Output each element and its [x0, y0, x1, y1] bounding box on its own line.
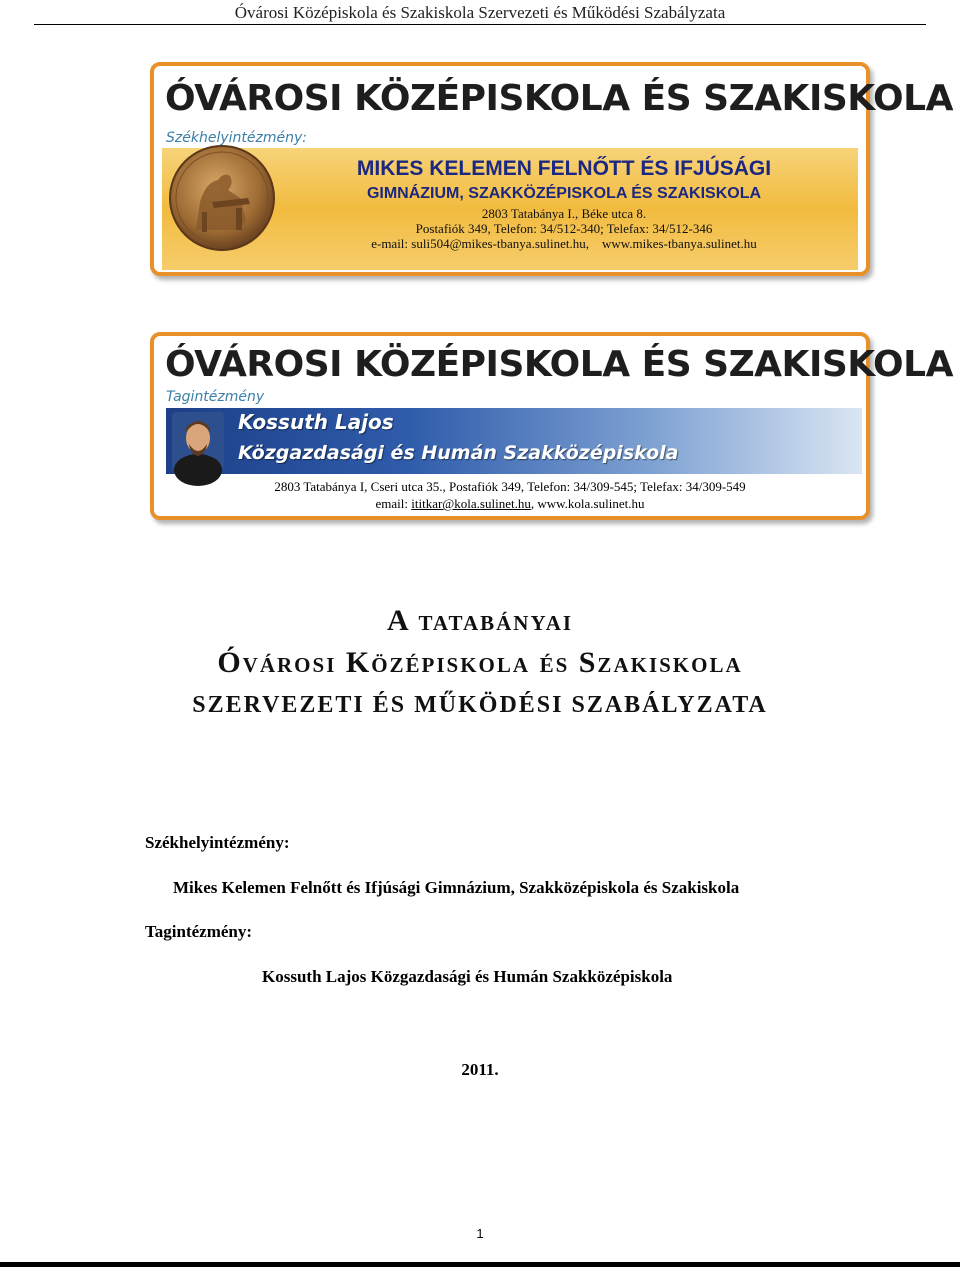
member-institution-banner — [150, 332, 953, 520]
main-institution-phone: Postafiók 349, Telefon: 34/512-340; Telefax: 34/512-346 — [415, 221, 713, 236]
document-title-line-1: A tatabányai — [386, 604, 574, 637]
document-year: 2011. — [461, 1060, 499, 1079]
banner-blue-panel — [166, 408, 862, 474]
banner-member-subtitle: Tagintézmény — [166, 389, 265, 405]
member-email-link[interactable]: ititkar@kola.sulinet.hu — [411, 496, 531, 511]
page-number: 1 — [476, 1226, 484, 1241]
member-institution-full-name: Kossuth Lajos Közgazdasági és Humán Szakközépiskola — [262, 967, 673, 986]
running-header — [34, 0, 926, 25]
page-bottom-rule — [0, 1262, 960, 1267]
member-institution-label: Tagintézmény: — [145, 922, 253, 941]
main-institution-label: Székhelyintézmény: — [145, 833, 290, 852]
member-email-label: email: — [375, 496, 412, 511]
main-institution-address: 2803 Tatabánya I., Béke utca 8. — [481, 206, 647, 221]
member-institution-address: 2803 Tatabánya I, Cseri utca 35., Postafiók 349, Telefon: 34/309-545; Telefax: 34/309-549 — [274, 479, 746, 494]
banner-main-text — [274, 156, 854, 251]
main-institution-full-name: Mikes Kelemen Felnőtt és Ifjúsági Gimnázium, Szakközépiskola és Szakiskola — [173, 878, 740, 897]
member-institution-contact — [154, 478, 866, 512]
main-institution-email: e-mail: suli504@mikes-tbanya.sulinet.hu, www.mikes-tbanya.sulinet.hu — [371, 236, 757, 251]
medal-emblem-icon — [166, 142, 278, 254]
document-title-line-3: SZERVEZETI ÉS MŰKÖDÉSI SZABÁLYZATA — [192, 692, 768, 718]
member-institution-email-line — [154, 495, 866, 512]
running-header-text: Óvárosi Középiskola és Szakiskola Szervezeti és Működési Szabályzata — [234, 3, 726, 22]
member-institution-name-1: Kossuth Lajos — [238, 410, 394, 434]
portrait-icon — [172, 412, 224, 470]
main-institution-name-1: MIKES KELEMEN FELNŐTT ÉS IFJÚSÁGI — [356, 157, 772, 180]
banner-main-title: ÓVÁROSI KÖZÉPISKOLA ÉS SZAKISKOLA — [165, 78, 953, 119]
banner-main-subtitle: Székhelyintézmény: — [166, 130, 307, 146]
main-institution-banner — [150, 62, 953, 276]
member-institution-name-2: Közgazdasági és Humán Szakközépiskola — [238, 442, 679, 464]
main-institution-name-2: GIMNÁZIUM, SZAKKÖZÉPISKOLA ÉS SZAKISKOLA — [366, 185, 762, 202]
document-title — [0, 600, 960, 726]
document-title-line-2: Óvárosi Középiskola és Szakiskola — [217, 646, 743, 679]
member-email-rest: , www.kola.sulinet.hu — [530, 496, 645, 511]
banner-member-title: ÓVÁROSI KÖZÉPISKOLA ÉS SZAKISKOLA — [165, 344, 953, 385]
